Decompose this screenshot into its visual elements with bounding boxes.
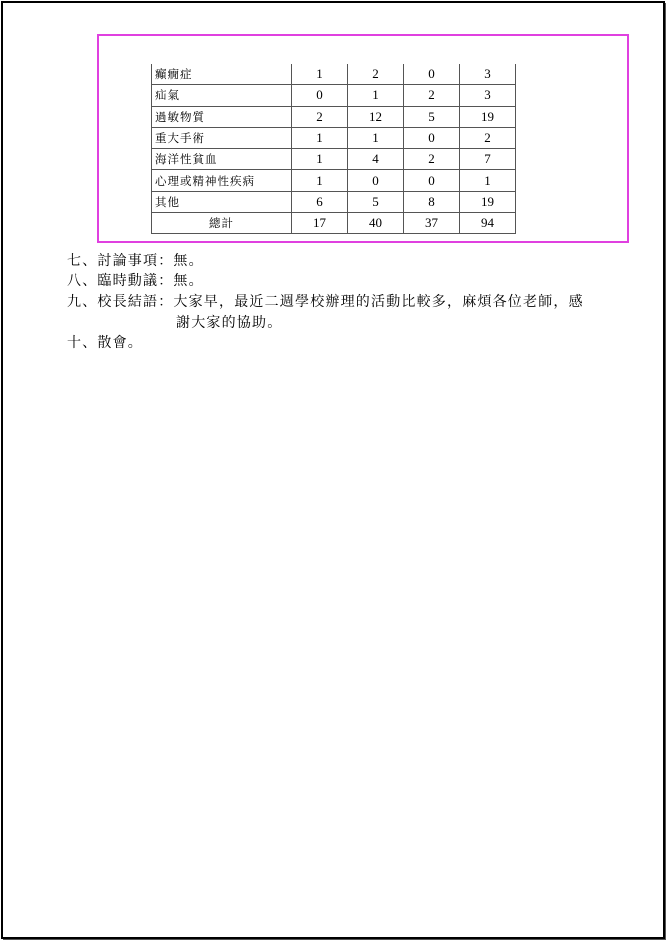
value-cell: 1	[292, 64, 348, 85]
health-stats-table	[151, 64, 516, 234]
table-row	[152, 85, 516, 106]
category-cell: 心理或精神性疾病	[152, 170, 292, 191]
value-cell: 19	[460, 191, 516, 212]
value-cell: 0	[348, 170, 404, 191]
total-value-cell: 40	[348, 213, 404, 234]
value-cell: 0	[404, 170, 460, 191]
category-cell: 癲癇症	[152, 64, 292, 85]
value-cell: 0	[404, 64, 460, 85]
value-cell: 3	[460, 85, 516, 106]
total-value-cell: 37	[404, 213, 460, 234]
table-total-row	[152, 213, 516, 234]
category-cell: 海洋性貧血	[152, 149, 292, 170]
value-cell: 2	[460, 127, 516, 148]
value-cell: 0	[404, 127, 460, 148]
category-cell: 其他	[152, 191, 292, 212]
value-cell: 6	[292, 191, 348, 212]
table-row	[152, 106, 516, 127]
agenda-item-discussion: 七、討論事項：無。	[67, 253, 204, 269]
value-cell: 2	[404, 85, 460, 106]
value-cell: 7	[460, 149, 516, 170]
value-cell: 2	[348, 64, 404, 85]
value-cell: 1	[348, 85, 404, 106]
value-cell: 4	[348, 149, 404, 170]
value-cell: 12	[348, 106, 404, 127]
table-row	[152, 191, 516, 212]
value-cell: 1	[292, 170, 348, 191]
category-cell: 重大手術	[152, 127, 292, 148]
table-row	[152, 64, 516, 85]
value-cell: 1	[460, 170, 516, 191]
category-cell: 過敏物質	[152, 106, 292, 127]
value-cell: 5	[404, 106, 460, 127]
agenda-item-motions: 八、臨時動議：無。	[67, 273, 204, 289]
value-cell: 19	[460, 106, 516, 127]
value-cell: 3	[460, 64, 516, 85]
value-cell: 1	[348, 127, 404, 148]
table-row	[152, 149, 516, 170]
category-cell: 疝氣	[152, 85, 292, 106]
total-label-cell: 總計	[152, 213, 292, 234]
agenda-item-adjourn: 十、散會。	[67, 335, 143, 351]
value-cell: 0	[292, 85, 348, 106]
value-cell: 5	[348, 191, 404, 212]
table-row	[152, 170, 516, 191]
total-value-cell: 17	[292, 213, 348, 234]
value-cell: 1	[292, 127, 348, 148]
value-cell: 1	[292, 149, 348, 170]
value-cell: 2	[404, 149, 460, 170]
total-value-cell: 94	[460, 213, 516, 234]
table-row	[152, 127, 516, 148]
value-cell: 8	[404, 191, 460, 212]
agenda-item-principal-remarks-continued: 謝大家的協助。	[176, 315, 283, 331]
value-cell: 2	[292, 106, 348, 127]
agenda-item-principal-remarks: 九、校長結語：大家早，最近二週學校辦理的活動比較多，麻煩各位老師，感	[67, 294, 584, 310]
